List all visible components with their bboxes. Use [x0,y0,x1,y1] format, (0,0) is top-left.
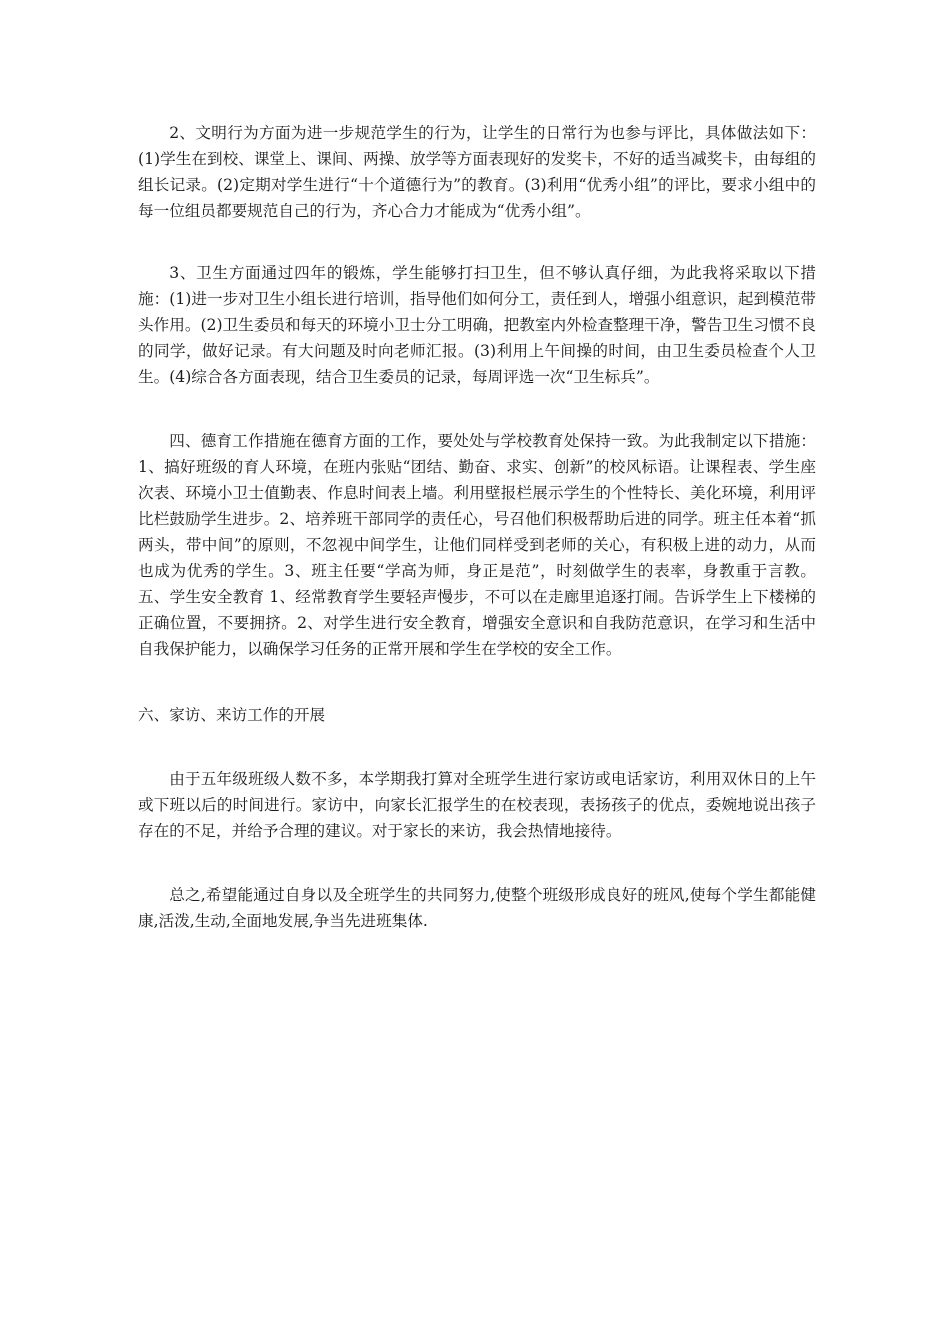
paragraph-moral-education: 四、德育工作措施在德育方面的工作，要处处与学校教育处保持一致。为此我制定以下措施：1、搞好班级的育人环境，在班内张贴“团结、勤奋、求实、创新”的校风标语。让课程表、学生座次表、环境小卫士值勤表、作息时间表上墙。利用壁报栏展示学生的个性特长、美化环境，利用评比栏鼓励学生进步。2、培养班干部同学的责任心，号召他们积极帮助后进的同学。班主任本着“抓两头，带中间”的原则，不忽视中间学生，让他们同样受到老师的关心，有积极上进的动力，从而也成为优秀的学生。3、班主任要“学高为师，身正是范”，时刻做学生的表率，身教重于言教。五、学生安全教育 1、经常教育学生要轻声慢步，不可以在走廊里追逐打闹。告诉学生上下楼梯的正确位置，不要拥挤。2、对学生进行安全教育，增强安全意识和自我防范意识，在学习和生活中自我保护能力，以确保学习任务的正常开展和学生在学校的安全工作。 [138,432,816,658]
document-page [138,120,816,934]
paragraph-home-visits: 由于五年级班级人数不多，本学期我打算对全班学生进行家访或电话家访，利用双休日的上午或下班以后的时间进行。家访中，向家长汇报学生的在校表现，表扬孩子的优点，委婉地说出孩子存在的不足，并给予合理的建议。对于家长的来访，我会热情地接待。 [138,770,816,840]
section-heading-home-visits: 六、家访、来访工作的开展 [138,706,326,724]
paragraph-civilized-behavior: 2、文明行为方面为进一步规范学生的行为，让学生的日常行为也参与评比，具体做法如下：(1)学生在到校、课堂上、课间、两操、放学等方面表现好的发奖卡，不好的适当减奖卡，由每组的组长记录。(2)定期对学生进行“十个道德行为”的教育。(3)利用“优秀小组”的评比，要求小组中的每一位组员都要规范自己的行为，齐心合力才能成为“优秀小组”。 [138,124,816,220]
paragraph-hygiene: 3、卫生方面通过四年的锻炼，学生能够打扫卫生，但不够认真仔细，为此我将采取以下措施：(1)进一步对卫生小组长进行培训，指导他们如何分工，责任到人，增强小组意识，起到模范带头作用。(2)卫生委员和每天的环境小卫士分工明确，把教室内外检查整理干净，警告卫生习惯不良的同学，做好记录。有大问题及时向老师汇报。(3)利用上午间操的时间，由卫生委员检查个人卫生。(4)综合各方面表现，结合卫生委员的记录，每周评选一次“卫生标兵”。 [138,264,816,386]
paragraph-conclusion: 总之,希望能通过自身以及全班学生的共同努力,使整个班级形成良好的班风,使每个学生都能健康,活泼,生动,全面地发展,争当先进班集体. [138,886,816,930]
